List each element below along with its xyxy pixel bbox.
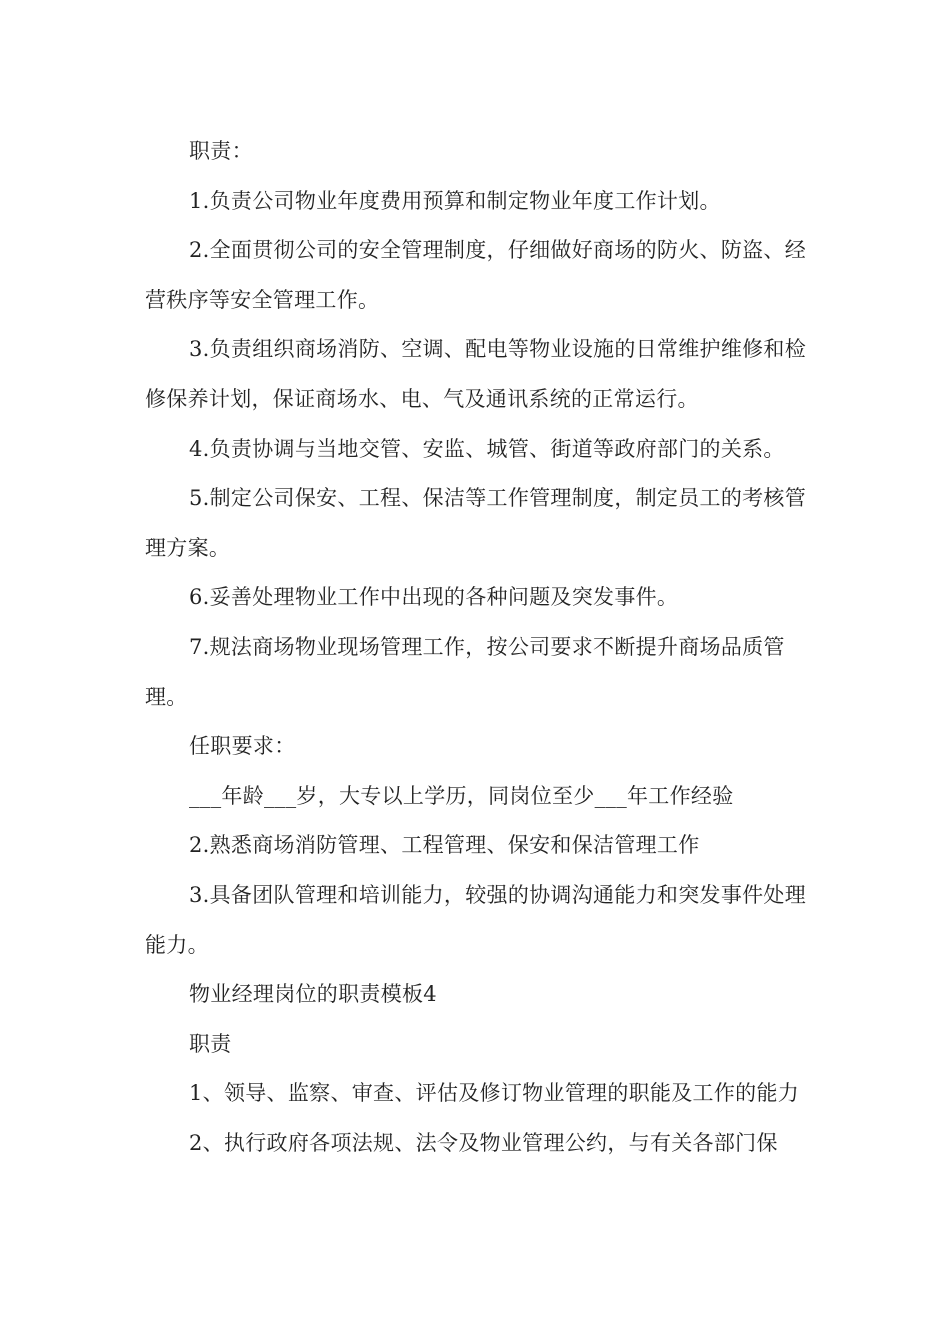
paragraph-requirement-2: 2.熟悉商场消防管理、工程管理、保安和保洁管理工作 <box>189 833 700 858</box>
paragraph-duty-3: 3.负责组织商场消防、空调、配电等物业设施的日常维护维修和检修保养计划，保证商场水、电、气及通讯系统的正常运行。 <box>145 337 807 411</box>
paragraph-duty-7: 7.规法商场物业现场管理工作，按公司要求不断提升商场品质管理。 <box>145 634 785 709</box>
paragraph-duty-b1: 1、领导、监察、审查、评估及修订物业管理的职能及工作的能力 <box>189 1081 800 1106</box>
paragraph-duties-heading: 职责： <box>189 139 253 163</box>
paragraph-duty-4: 4.负责协调与当地交管、安监、城管、街道等政府部门的关系。 <box>189 436 785 461</box>
paragraph-duties-heading-2: 职责 <box>189 1031 232 1056</box>
paragraph-requirement-1: ___年龄___岁，大专以上学历，同岗位至少___年工作经验 <box>189 783 734 808</box>
paragraph-requirement-3: 3.具备团队管理和培训能力，较强的协调沟通能力和突发事件处理能力。 <box>145 882 807 957</box>
document-body <box>145 127 825 1168</box>
paragraph-duty-b2: 2、执行政府各项法规、法令及物业管理公约，与有关各部门保 <box>189 1130 778 1155</box>
paragraph-requirements-heading: 任职要求： <box>189 734 296 759</box>
paragraph-template-title: 物业经理岗位的职责模板4 <box>189 982 437 1007</box>
paragraph-duty-6: 6.妥善处理物业工作中出现的各种问题及突发事件。 <box>189 585 679 610</box>
paragraph-duty-2: 2.全面贯彻公司的安全管理制度，仔细做好商场的防火、防盗、经营秩序等安全管理工作。 <box>145 238 807 312</box>
paragraph-duty-5: 5.制定公司保安、工程、保洁等工作管理制度，制定员工的考核管理方案。 <box>145 486 807 560</box>
paragraph-duty-1: 1.负责公司物业年度费用预算和制定物业年度工作计划。 <box>189 188 721 213</box>
